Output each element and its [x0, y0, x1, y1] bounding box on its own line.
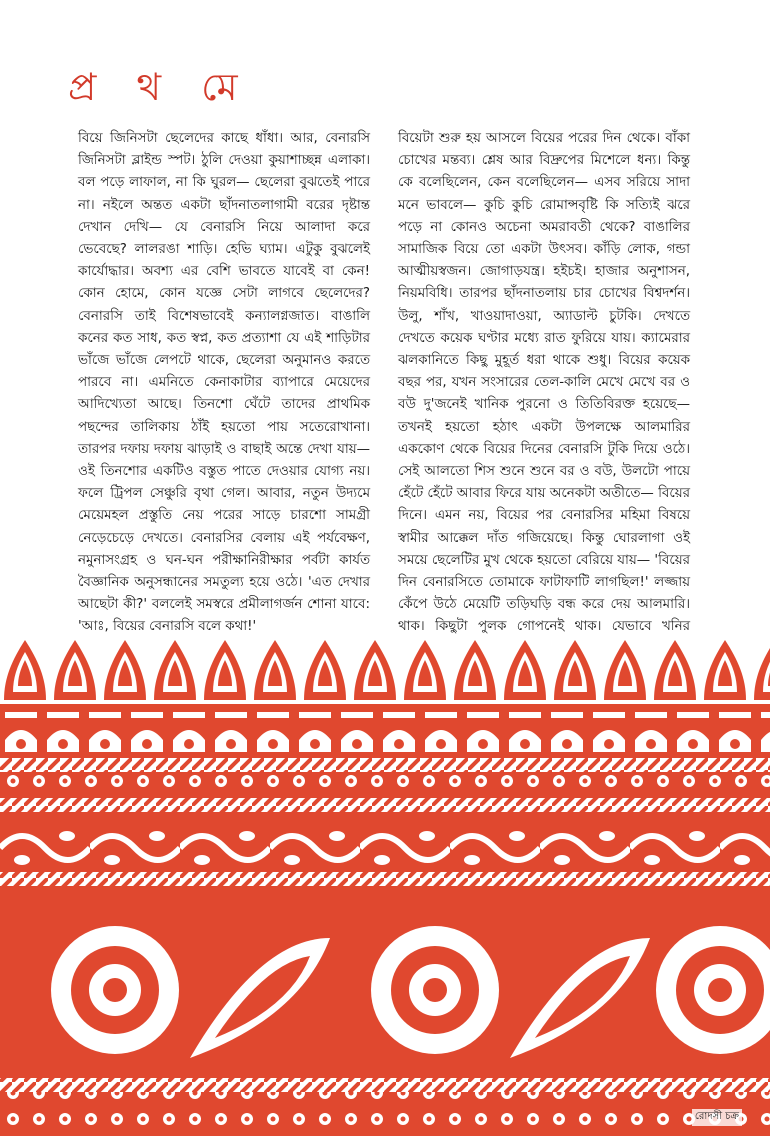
- paragraph: বিয়েটা শুরু হয় আসলে বিয়ের পরের দিন থেকে। বাঁকা চোখের মন্তব্য। শ্লেষ আর বিদ্রুপের মিশেলে ধন্য। কিন্তু কে বলেছিলেন, কেন বলেছিলেন— এসব সরিয়ে সাদা মনে ভাবলে— কুচি কুচি রোমান্সবৃষ্টি কি সত্যিই ঝরে পড়ে না কোনও অচেনা অমরাবতী থেকে? বাঙালির সামাজিক বিয়ে তো একটা উৎসব। কাঁড়ি লোক, গন্ডা আত্মীয়স্বজন। জোগাড়যন্ত্র। হইচই। হাজার অনুশাসন, নিয়মবিধি। তারপর ছাঁদনাতলায় চার চোখের বিশ্বদর্শন। উলু, শাঁখ, খাওয়াদাওয়া, অ্যাডাল্ট চুটকি। দেখতে দেখতে কয়েক ঘণ্টার মধ্যে রাত ফুরিয়ে যায়। ক্যামেরার ঝলকানিতে কিছু মুহূর্ত ধরা থাকে শুধু। বিয়ের কয়েক বছর পর, যখন সংসারের তেল-কালি মেখে মেখে বর ও বউ দু'জনেই খানিক পুরনো ও তিতিবিরক্ত হয়েছে— তখনই হয়তো হঠাৎ একটা উপলক্ষে আলমারির এককোণ থেকে বিয়ের দিনের বেনারসি টুকি দিয়ে ওঠে। সেই আলতো শিস শুনে শুনে বর ও বউ, উলটো পায়ে হেঁটে হেঁটে আবার ফিরে যায় অনেকটা অতীতে— বিয়ের দিনে। এমন নয়, বিয়ের পর বেনারসির মহিমা বিষয়ে স্বামীর আক্কেল দাঁত গজিয়েছে। কিন্তু ঘোরলাগা ওই সময়ে ছেলেটির মুখ থেকে হয়তো বেরিয়ে যায়— 'বিয়ের দিন বেনারসিতে তোমাকে ফাটাফাটি লাগছিল!' লজ্জায় কেঁপে উঠে মেয়েটি তড়িঘড়ি বন্ধ করে দেয় আলমারি। থাক। কিছুটা পুলক গোপনেই থাক। যেভাবে খনির: [398, 131, 690, 635]
- right-column: [398, 128, 690, 661]
- illustration-credit: রোদসী চক্র: [692, 1109, 742, 1126]
- paragraph: বিয়ে জিনিসটা ছেলেদের কাছে ধাঁধা। আর, বেনারসি জিনিসটা ব্লাইন্ড স্পট। ঠুলি দেওয়া কুয়াশাচ্ছন্ন এলাকা। বল পড়ে লাফাল, না কি ঘুরল— ছেলেরা বুঝতেই পারে না। নইলে অন্তত একটা ছাঁদনাতলাগামী বরের দৃষ্টান্ত দেখান দেখি— যে বেনারসি নিয়ে আলাদা করে ভেবেছে? লালরঙা শাড়ি। হেভি ঘ্যাম। এটুকু বুঝলেই কার্যোদ্ধার। অবশ্য এর বেশি ভাবতে যাবেই বা কেন! কোন হোমে, কোন যজ্ঞে সেটা লাগবে ছেলেদের? বেনারসি তাই বিশেষভাবেই কন্যালগ্নজাত। বাঙালি কনের কত সাধ, কত স্বপ্ন, কত প্রত্যাশা যে এই শাড়িটার ভাঁজে ভাঁজে লেপটে থাকে, ছেলেরা অনুমানও করতে পারবে না। এমনিতে কেনাকাটার ব্যাপারে মেয়েদের আদিখ্যেতা আছে। তিনশো ঘেঁটে তাদের প্রাথমিক পছন্দের তালিকায় ঠাঁই হয়তো পায় সতেরোখানা। তারপর দফায় দফায় ঝাড়াই ও বাছাই অন্তে দেখা যায়— ওই তিনশোর একটিও বস্তুত পাতে দেওয়ার যোগ্য নয়। ফলে ট্রিপল সেঞ্চুরি বৃথা গেল। আবার, নতুন উদ্যমে মেয়েমহল প্রস্তুতি নেয় পরের সাড়ে চারশো সামগ্রী নেড়েচেড়ে দেখতে। বেনারসির বেলায় এই পর্যবেক্ষণ, নমুনাসংগ্রহ ও ঘন-ঘন পরীক্ষানিরীক্ষার পর্বটা কার্যত বৈজ্ঞানিক অনুসন্ধানের সমতুল্য হয়ে ওঠে। 'এত দেখার আছেটা কী?' বললেই সমস্বরে প্রমীলাগর্জন শোনা যাবে: 'আঃ, বিয়ের বেনারসি বলে কথা!': [78, 131, 370, 635]
- benarasi-border-illustration: [0, 638, 770, 1136]
- section-heading: প্র থ মে: [68, 65, 252, 109]
- left-column: [78, 128, 370, 661]
